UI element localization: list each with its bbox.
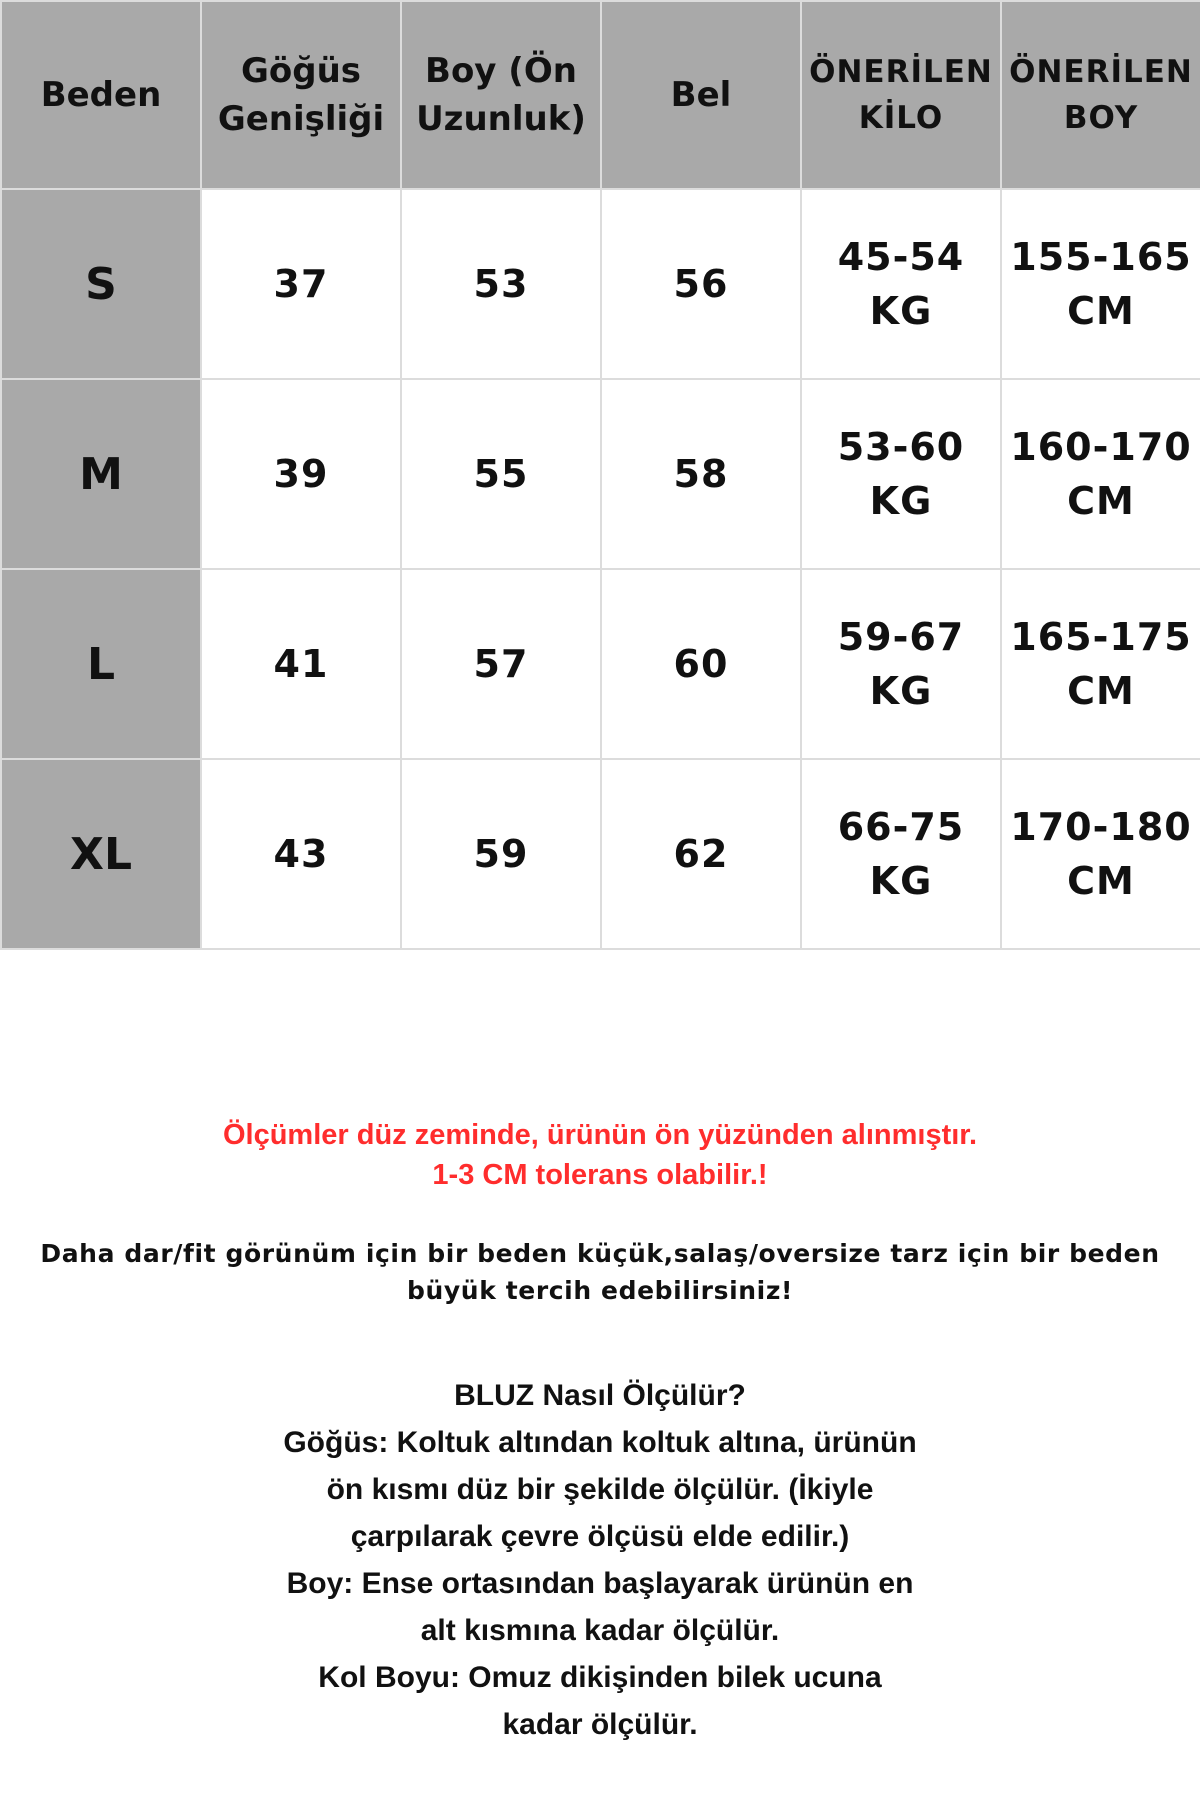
table-header-row: [1, 1, 1200, 189]
chest-value: 43: [201, 759, 401, 949]
recommended-weight: 59-67 KG: [801, 569, 1001, 759]
chest-value: 39: [201, 379, 401, 569]
table-row-l: [1, 569, 1200, 759]
how-to-measure-line: Göğüs: Koltuk altından koltuk altına, ürünün: [283, 1426, 917, 1459]
recommended-weight: 66-75 KG: [801, 759, 1001, 949]
recommended-weight: 53-60 KG: [801, 379, 1001, 569]
how-to-measure-line: alt kısmına kadar ölçülür.: [420, 1614, 780, 1647]
size-label: M: [1, 379, 201, 569]
how-to-measure-line: Boy: Ense ortasından başlayarak ürünün en: [286, 1567, 914, 1600]
how-to-measure-title: BLUZ Nasıl Ölçülür?: [454, 1379, 746, 1412]
waist-value: 58: [601, 379, 801, 569]
size-label: XL: [1, 759, 201, 949]
header-onerilen-boy: ÖNERİLEN BOY: [1001, 1, 1200, 189]
recommended-weight: 45-54 KG: [801, 189, 1001, 379]
size-label: L: [1, 569, 201, 759]
recommended-height: 165-175 CM: [1001, 569, 1200, 759]
table-row-s: [1, 189, 1200, 379]
waist-value: 56: [601, 189, 801, 379]
chest-value: 41: [201, 569, 401, 759]
header-gogus-genisligi: Göğüs Genişliği: [201, 1, 401, 189]
header-boy-on-uzunluk: Boy (Ön Uzunluk): [401, 1, 601, 189]
fit-advice-note: Daha dar/fit görünüm için bir beden küçük,salaş/oversize tarz için bir beden büyük tercih edebilirsiniz!: [40, 1239, 1160, 1305]
length-value: 59: [401, 759, 601, 949]
how-to-measure-section: [0, 1372, 1200, 1748]
length-value: 53: [401, 189, 601, 379]
recommended-height: 170-180 CM: [1001, 759, 1200, 949]
tolerance-note: Ölçümler düz zeminde, ürünün ön yüzünden alınmıştır. 1-3 CM tolerans olabilir.!: [222, 1119, 978, 1191]
waist-value: 62: [601, 759, 801, 949]
header-bel: Bel: [601, 1, 801, 189]
recommended-height: 160-170 CM: [1001, 379, 1200, 569]
how-to-measure-line: çarpılarak çevre ölçüsü elde edilir.): [350, 1520, 850, 1553]
length-value: 55: [401, 379, 601, 569]
recommended-height: 155-165 CM: [1001, 189, 1200, 379]
table-row-m: [1, 379, 1200, 569]
how-to-measure-line: ön kısmı düz bir şekilde ölçülür. (İkiyle: [326, 1473, 874, 1506]
size-label: S: [1, 189, 201, 379]
length-value: 57: [401, 569, 601, 759]
how-to-measure-line: Kol Boyu: Omuz dikişinden bilek ucuna: [318, 1661, 882, 1694]
how-to-measure-line: kadar ölçülür.: [502, 1708, 698, 1741]
table-row-xl: [1, 759, 1200, 949]
waist-value: 60: [601, 569, 801, 759]
chest-value: 37: [201, 189, 401, 379]
header-onerilen-kilo: ÖNERİLEN KİLO: [801, 1, 1001, 189]
header-beden: Beden: [1, 1, 201, 189]
